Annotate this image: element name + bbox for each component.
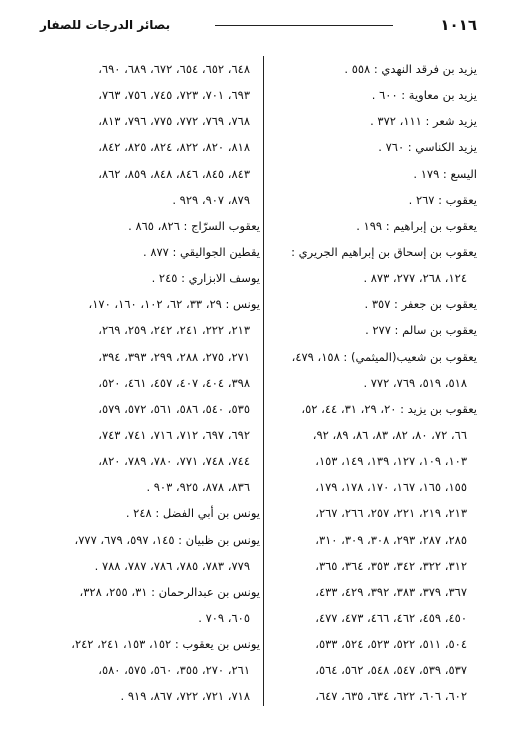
column-divider [263, 56, 264, 706]
index-entry: يقطين الجواليقي : ٨٧٧ . [143, 244, 260, 259]
index-entry: يعقوب : ٢٦٧ . [408, 192, 477, 207]
index-entry-continuation: ٥٠٤، ٥١١، ٥٢٢، ٥٢٣، ٥٢٤، ٥٣٣، [315, 637, 467, 652]
index-entry: يونس : ٢٩، ٣٣، ٦٢، ١٠٢، ١٦٠، ١٧٠، [88, 297, 260, 312]
index-entry: يونس بن أبي الفضل : ٢٤٨ . [125, 506, 260, 521]
index-entry: يعقوب بن إبراهيم : ١٩٩ . [356, 218, 477, 233]
index-entry-continuation: ٨١٨، ٨٢٠، ٨٢٢، ٨٢٤، ٨٢٥، ٨٤٢، [98, 140, 250, 155]
index-entry: يونس بن عبدالرحمان : ٣١، ٢٥٥، ٣٢٨، [79, 584, 260, 599]
index-entry-continuation: ١٠٣، ١٠٩، ١٢٧، ١٣٩، ١٤٩، ١٥٣، [315, 454, 467, 469]
index-entry-continuation: ٢٦١، ٢٧٠، ٣٥٥، ٥٦٠، ٥٧٥، ٥٨٠، [98, 663, 250, 678]
index-entry-continuation: ٤٥٠، ٤٥٩، ٤٦٢، ٤٦٦، ٤٧٣، ٤٧٧، [315, 610, 467, 625]
index-column-right [251, 56, 477, 710]
index-entry-continuation: ٥١٨، ٥١٩، ٧٦٩، ٧٧٢ . [363, 375, 467, 390]
index-entry: يزيد الكناسي : ٧٦٠ . [378, 140, 477, 155]
index-entry: يزيد بن معاوية : ٦٠٠ . [371, 88, 477, 103]
index-entry-continuation: ١٥٥، ١٦٥، ١٦٧، ١٧٠، ١٧٨، ١٧٩، [315, 480, 467, 495]
index-entry-continuation: ٨٤٣، ٨٤٥، ٨٤٦، ٨٤٨، ٨٥٩، ٨٦٢، [98, 166, 250, 181]
page-number: ١٠١٦ [440, 16, 477, 34]
index-entry: يعقوب بن جعفر : ٣٥٧ . [364, 297, 477, 312]
index-entry: يعقوب بن سالم : ٢٧٧ . [365, 323, 477, 338]
index-entry: يونس بن يعقوب : ١٥٢، ١٥٣، ٢٤١، ٢٤٢، [71, 637, 260, 652]
index-entry: يونس بن ظبيان : ١٤٥، ٥٩٧، ٦٧٩، ٧٧٧، [74, 532, 260, 547]
index-entry-continuation: ١٢٤، ٢٦٨، ٢٧٧، ٨٧٣ . [363, 271, 467, 286]
index-entry-continuation: ٢١٣، ٢١٩، ٢٢١، ٢٥٧، ٢٦٦، ٢٦٧، [315, 506, 467, 521]
index-entry-continuation: ٢٧١، ٢٧٥، ٢٨٨، ٢٩٩، ٣٩٣، ٣٩٤، [98, 349, 250, 364]
index-entry: يعقوب السرّاج : ٨٢٦، ٨٦٥ . [128, 218, 260, 233]
index-entry-continuation: ٦٤٨، ٦٥٢، ٦٥٤، ٦٧٢، ٦٨٩، ٦٩٠، [98, 62, 250, 76]
index-entry-continuation: ٢٨٥، ٢٨٧، ٢٩٣، ٣٠٨، ٣٠٩، ٣١٠، [315, 532, 467, 547]
index-entry-continuation: ٧١٨، ٧٢١، ٧٢٢، ٨٦٧، ٩١٩ . [120, 689, 250, 704]
index-entry-continuation: ٢١٣، ٢٢٢، ٢٤١، ٢٤٢، ٢٥٩، ٢٦٩، [98, 323, 250, 338]
index-column-left [40, 56, 260, 710]
index-entry-continuation: ٥٣٥، ٥٤٠، ٥٨٦، ٥٦١، ٥٧٢، ٥٧٩، [98, 401, 250, 416]
running-title: بصائر الدرجات للصفار [40, 18, 171, 32]
index-entry: يزيد شعر : ١١١، ٣٧٢ . [370, 114, 477, 129]
index-entry: يوسف الابزاري : ٢٤٥ . [151, 271, 260, 286]
index-entry-continuation: ٧٦٨، ٧٦٩، ٧٧٢، ٧٧٥، ٧٩٦، ٨١٣، [98, 114, 250, 129]
index-entry: يعقوب بن شعيب(الميثمي) : ١٥٨، ٤٧٩، [291, 349, 477, 364]
index-entry-continuation: ٦٩٢، ٦٩٧، ٧١٢، ٧١٦، ٧٤١، ٧٤٣، [98, 427, 250, 442]
index-entry-continuation: ٣٦٧، ٣٧٩، ٣٨٣، ٣٩٢، ٤٢٩، ٤٣٣، [315, 584, 467, 599]
index-entry-continuation: ٧٧٩، ٧٨٣، ٧٨٥، ٧٨٦، ٧٨٧، ٧٨٨ . [94, 558, 250, 573]
index-entry-continuation: ٦٦، ٧٢، ٨٠، ٨٢، ٨٣، ٨٦، ٨٩، ٩٢، [312, 427, 467, 442]
index-entry-continuation: ٣١٢، ٣٢٢، ٣٤٢، ٣٥٣، ٣٦٤، ٣٦٥، [315, 558, 467, 573]
index-entry: اليسع : ١٧٩ . [413, 166, 477, 181]
index-entry-continuation: ٣٩٨، ٤٠٤، ٤٠٧، ٤٥٧، ٤٦١، ٥٢٠، [98, 375, 250, 390]
page-header [40, 14, 477, 38]
index-entry-continuation: ٥٣٧، ٥٣٩، ٥٤٧، ٥٤٨، ٥٦٢، ٥٦٤، [315, 663, 467, 678]
index-entry: يعقوب بن يزيد : ٢٠، ٢٩، ٣١، ٤٤، ٥٢، [301, 401, 477, 416]
index-entry-continuation: ٦٩٣، ٧٠١، ٧٢٣، ٧٤٥، ٧٥٦، ٧٦٣، [98, 88, 250, 103]
index-entry-continuation: ٧٤٤، ٧٤٨، ٧٧١، ٧٨٠، ٧٨٩، ٨٢٠، [98, 454, 250, 469]
index-entry-continuation: ٨٧٩، ٩٠٧، ٩٢٩ . [172, 192, 250, 207]
index-entry: يعقوب بن إسحاق بن إبراهيم الجريري : [291, 244, 477, 259]
index-entry-continuation: ٦٠٥، ٧٠٩ . [198, 610, 250, 625]
header-rule [215, 25, 393, 26]
index-entry-continuation: ٦٠٢، ٦٠٦، ٦٢٢، ٦٣٤، ٦٣٥، ٦٤٧، [315, 689, 467, 704]
index-entry: يزيد بن فرقد النهدي : ٥٥٨ . [344, 62, 477, 76]
index-entry-continuation: ٨٣٦، ٨٧٨، ٩٢٥، ٩٠٣ . [146, 480, 250, 495]
